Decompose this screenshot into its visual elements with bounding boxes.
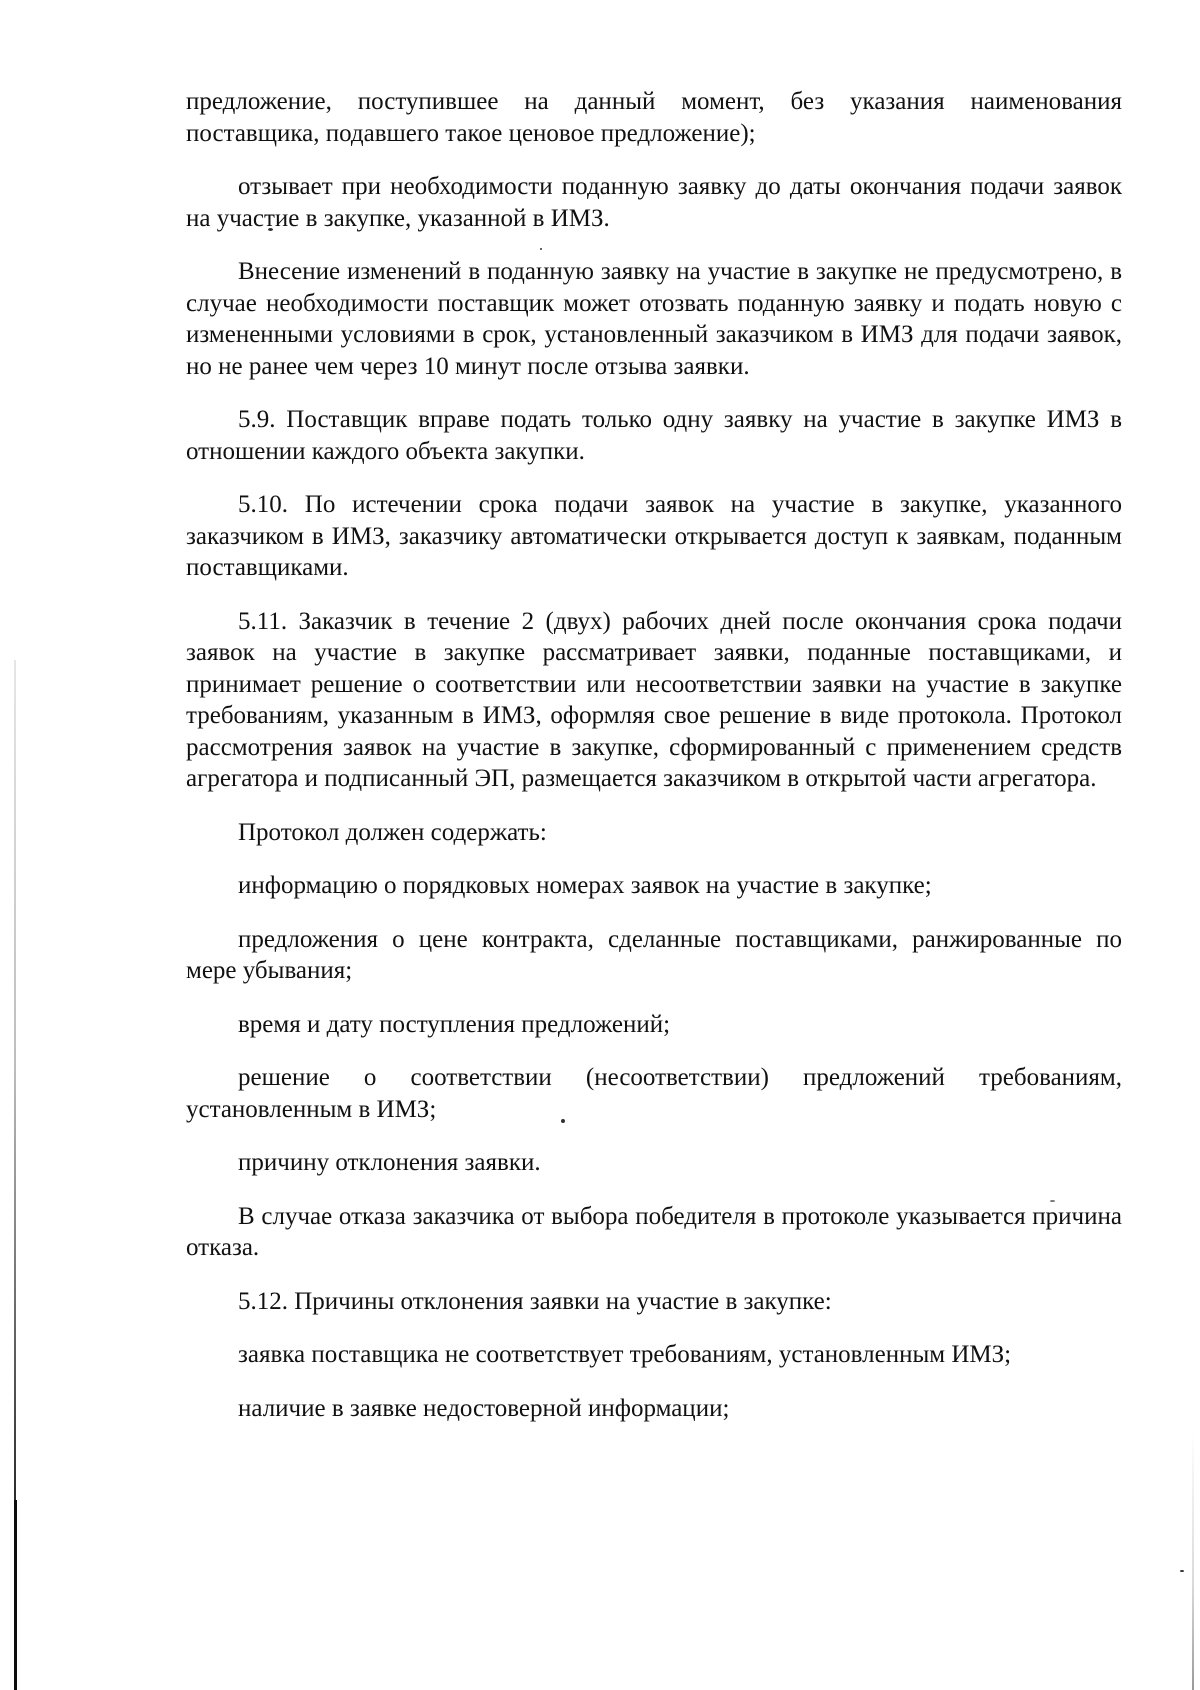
document-body: [186, 86, 1122, 1446]
clause-5-11: 5.11. Заказчик в течение 2 (двух) рабочих дней после окончания срока подачи заявок на участие в закупке рассматривает заявки, поданные поставщиками, и принимает решение о соответствии или несоответствии заявки на участие в закупке требованиям, указанным в ИМЗ, оформляя свое решение в виде протокола. Протокол рассмотрения заявок на участие в закупке, сформированный с применением средств агрегатора и подписанный ЭП, размещается заказчиком в открытой части агрегатора.: [186, 607, 1122, 792]
list-item: решение о соответствии (несоответствии) предложений требованиям, установленным в ИМЗ;: [186, 1064, 1122, 1123]
scan-speck: [1180, 1570, 1184, 1572]
paragraph: В случае отказа заказчика от выбора победителя в протоколе указывается причина отказа.: [186, 1202, 1122, 1261]
clause-5-10: 5.10. По истечении срока подачи заявок на участие в закупке, указанного заказчиком в ИМЗ, заказчику автоматически открывается доступ к заявкам, поданным поставщиками.: [186, 491, 1122, 581]
paragraph-protocol-heading: Протокол должен содержать:: [238, 818, 547, 846]
scan-edge-shadow-right: [1192, 1430, 1194, 1690]
list-item: причину отклонения заявки.: [238, 1149, 541, 1176]
list-item: заявка поставщика не соответствует требованиям, установленным ИМЗ;: [238, 1341, 1012, 1368]
list-item: предложения о цене контракта, сделанные поставщиками, ранжированные по мере убывания;: [186, 925, 1122, 984]
clause-5-12: 5.12. Причины отклонения заявки на участие в закупке:: [238, 1287, 832, 1315]
paragraph: отзывает при необходимости поданную заявку до даты окончания подачи заявок на участие в закупке, указанной в ИМЗ.: [186, 173, 1122, 232]
list-item: информацию о порядковых номерах заявок на участие в закупке;: [238, 872, 932, 899]
paragraph-continuation: предложение, поступившее на данный момент, без указания наименования поставщика, подавшего такое ценовое предложение);: [186, 88, 1122, 147]
scan-edge-binding-left: [14, 1500, 17, 1690]
list-item: наличие в заявке недостоверной информации;: [238, 1394, 730, 1422]
list-item: время и дату поступления предложений;: [238, 1010, 671, 1038]
paragraph: Внесение изменений в поданную заявку на участие в закупке не предусмотрено, в случае необходимости поставщик может отозвать поданную заявку и подать новую с измененными условиями в срок, установленный заказчиком в ИМЗ для подачи заявок, но не ранее чем через 10 минут после отзыва заявки.: [186, 258, 1122, 380]
clause-5-9: 5.9. Поставщик вправе подать только одну заявку на участие в закупке ИМЗ в отношении каждого объекта закупки.: [186, 406, 1122, 465]
